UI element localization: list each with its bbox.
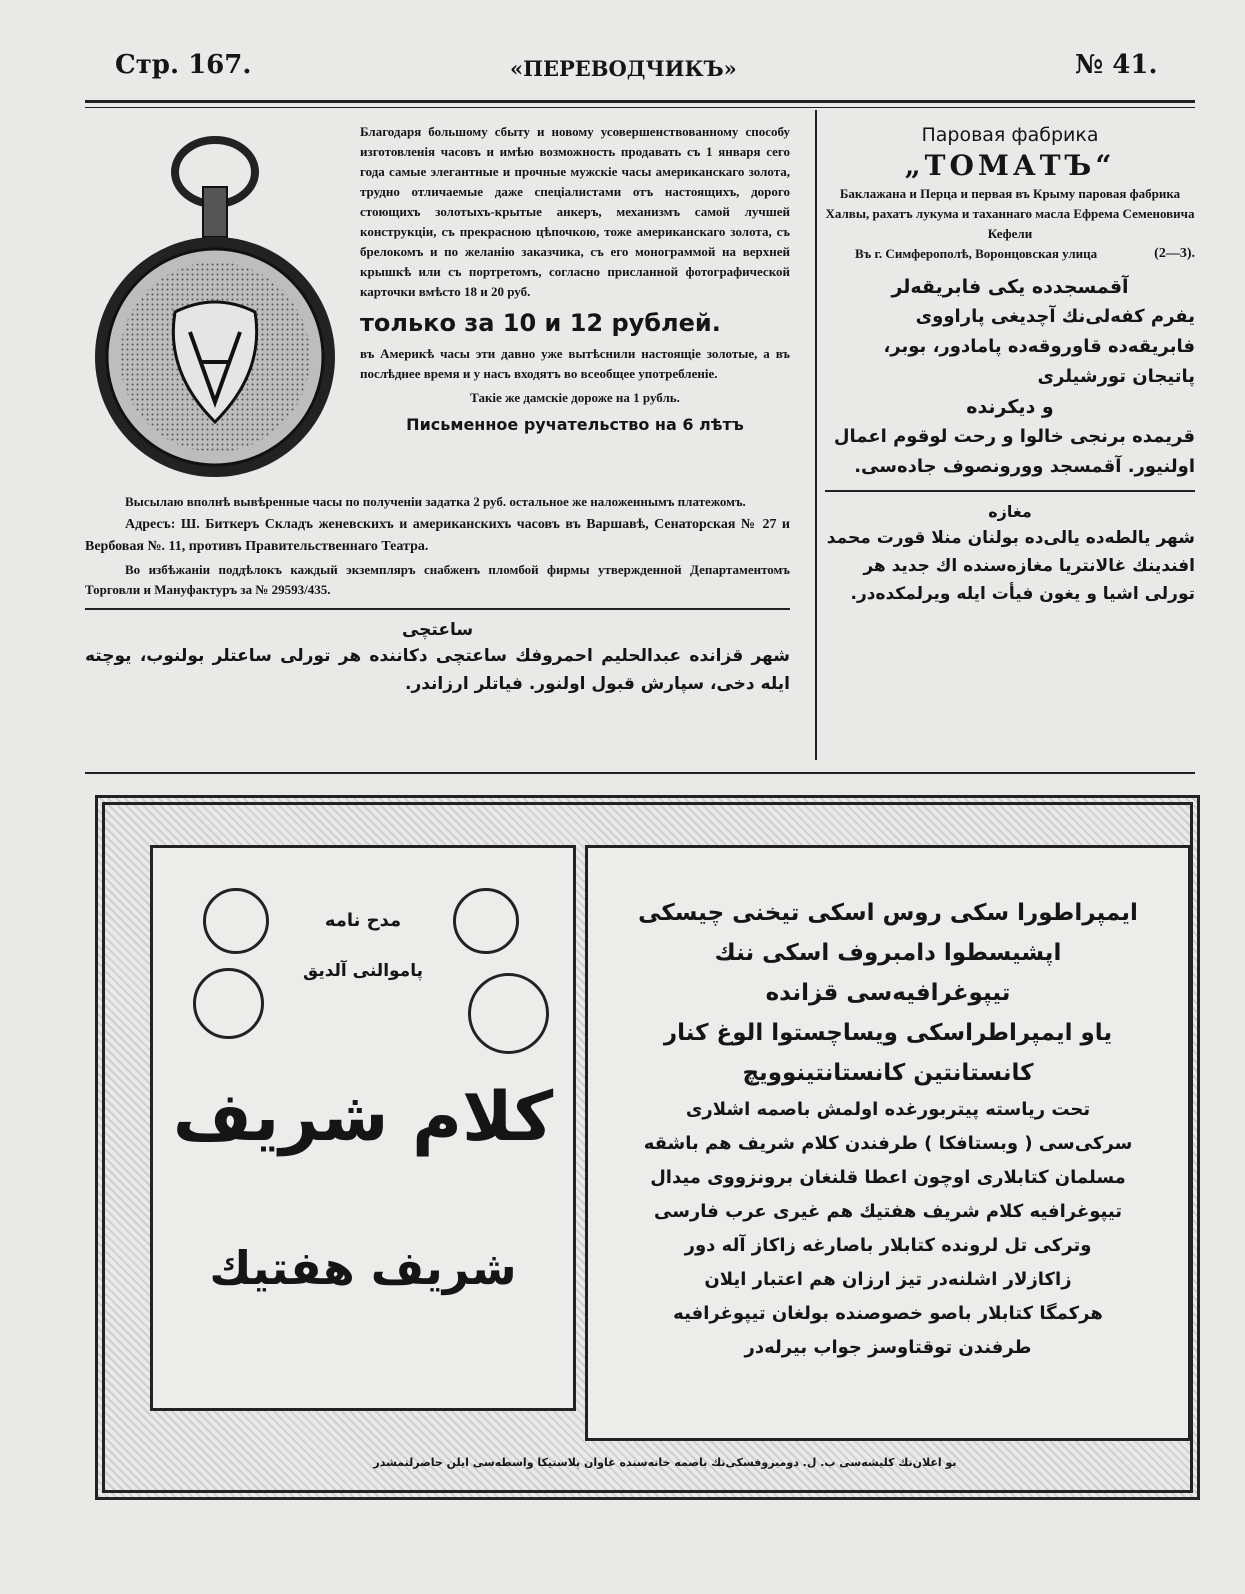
factory-heading: آقمسجدده یكی فابریقه‌لر <box>891 276 1129 298</box>
section-rule <box>85 608 790 610</box>
watch-ad-address: Адресъ: Ш. Биткеръ Складъ женевскихъ и американскихъ часовъ въ Варшавѣ, Сенаторская № 27 и Вербовая №. 11, противъ Правительственнаго Театра. <box>85 517 790 554</box>
watch-ad-guarantee: Письменное ручательство на 6 лѣтъ <box>406 415 744 434</box>
quran-ad-line: تیپوغرافیه كلام شریف هفتیك هم غیری عرب فارسی <box>654 1201 1122 1222</box>
watch-ad-america: въ Америкѣ часы эти давно уже вытѣснили настоящіе золотые, а въ послѣднее время и у насъ входятъ во всеобщее употребленіе. <box>360 346 790 381</box>
quran-ad-line: كانستانتین كانستانتینوویچ <box>742 1060 1034 1086</box>
issue-number: № 41. <box>1075 50 1158 80</box>
header-rule <box>85 100 1195 103</box>
watch-ad-ladies: Такіе же дамскіе дороже на 1 рубль. <box>470 390 680 405</box>
factory-body: یفرم كفه‌لی‌نك آچدیغی پاراووی فابریقه‌ده قاوروقه‌ده پامادور، بوبر، پاتیجان تورشیلری <box>883 306 1195 387</box>
newspaper-title: «ПЕРЕВОДЧИКЪ» <box>510 56 737 81</box>
shop-heading: مغازه <box>988 502 1032 521</box>
shop-body: شهر یالطه‌ده یالی‌ده بولنان منلا قورت محمد افندینك غالانتریا مغازه‌سنده اك جدید هر تورلی اشیا و یغون فیأت ایله ویرلمكده‌در. <box>826 528 1195 604</box>
watch-ad-intro: Благодаря большому сбыту и новому усовершенствованному способу изготовленія часовъ и имѣю возможность продавать съ 1 января сего года самые элегантные и прочные мужскіе часы американскаго золота, трудно отличаемые даже спеціалистами отъ настоящихъ, дорого стоющихъ золотыхъ-крытые анкеръ, механизмъ самой лучшей конструкціи, съ прекрасною цѣпочкою, тоже американскаго золота, съ брелокомъ и по желанію заказчика, съ его монограммой на верхней крышкѣ или съ портретомъ, согласно присланной фотографической карточки вмѣсто 18 и 20 руб. <box>360 124 790 299</box>
tomat-ad-line1: Паровая фабрика <box>921 124 1099 146</box>
factory-body-2: قریمده برنجی خالوا و رحت لوقوم اعمال اولنیور. آقمسجد وورونصوف جاده‌سی. <box>833 426 1195 477</box>
quran-ad-line: تحت ریاسته پیتربورغده اولمش باصمه اشلاری <box>685 1099 1091 1120</box>
left-column <box>85 122 790 698</box>
watch-ad-price: только за 10 и 12 рублей. <box>360 309 721 337</box>
quran-ad-line: یاو ایمپراطراسكی ویساچستوا الوغ كنار <box>663 1020 1113 1046</box>
tomat-ad-body: Баклажана и Перца и первая въ Крыму паровая фабрика Халвы, рахатъ лукума и таханнаго масла Ефрема Семеновича Кефели <box>825 186 1195 241</box>
tomat-ad-address: Въ г. Симферополѣ, Воронцовская улица <box>855 246 1098 261</box>
quran-ad-line: هركمگا كتابلار باصو خصوصنده بولغان تیپوغرافیه <box>673 1303 1103 1324</box>
watch-ad-shipping: Высылаю вполнѣ вывѣренные часы по полученіи задатка 2 руб. остальное же наложеннымъ платежомъ. <box>125 494 746 509</box>
haftiyak-title: شریف هفتیك <box>209 1241 517 1295</box>
tomat-ad-name: „ТОМАТЪ“ <box>904 149 1116 182</box>
quran-ad-line: اپشیسطوا دامبروف اسكی ننك <box>714 940 1062 966</box>
bottom-rule <box>85 772 1195 774</box>
quran-ad-line: وترکی تل لرونده كتابلار باصارغه زاكاز آله دور <box>684 1235 1092 1256</box>
right-column <box>825 122 1195 608</box>
pocket-watch-illustration <box>90 132 340 482</box>
left-panel <box>150 845 576 1411</box>
watchmaker-heading: ساعتچی <box>401 620 474 640</box>
section-rule-right <box>825 490 1195 492</box>
quran-ad-line: مسلمان كتابلاری اوچون اعطا قلنغان برونزووی میدال <box>650 1167 1126 1188</box>
quran-advertisement <box>95 795 1200 1500</box>
tomat-ad-count: (2—3). <box>1154 246 1195 261</box>
quran-ad-line: تیپوغرافیه‌سی قزانده <box>765 980 1011 1006</box>
quran-ad-footer: بو اعلان‌نك كلیشه‌سی ب. ل. دومبروفسكی‌نك باصمه خانه‌سنده غاوان پلاستیكا واسطه‌سی ایلن حاضرلنمشدر <box>373 1456 957 1469</box>
page-number: Стр. 167. <box>115 50 252 80</box>
quran-ad-line: زاكازلار اشلنه‌در تیز ارزان هم اعتبار ایلان <box>704 1269 1072 1290</box>
watch-ad-seal-note: Во избѣжаніи поддѣлокъ каждый экземпляръ снабженъ пломбой фирмы утвержденной Департаментомъ Торговли и Мануфактуръ за № 29593/435. <box>85 562 790 597</box>
header-rule-thin <box>85 107 1195 108</box>
medal-icon <box>468 973 549 1054</box>
factory-heading-2: و دیكرنده <box>966 396 1054 418</box>
quran-ad-line: سركی‌سی ( وبستافكا ) طرفندن كلام شریف هم باشقه <box>643 1133 1133 1154</box>
kalam-sharif-title: كلام شریف <box>172 1078 554 1157</box>
column-divider <box>815 110 817 760</box>
quran-ad-line: طرفندن توقتاوسز جواب بیرله‌در <box>744 1337 1032 1358</box>
right-panel <box>585 845 1191 1441</box>
medal-title: مدح نامه <box>324 910 402 931</box>
medal-subtitle: پاموالنی آلدیق <box>303 961 423 981</box>
watchmaker-body: شهر قزانده عبدالحلیم احمروفك ساعتچی دكاننده هر تورلی ساعتلر بولنوب، یوچته ایله دخی، سپارش قبول اولنور. فیاتلر ارزاندر. <box>85 646 790 694</box>
quran-ad-line: ایمپراطورا سكی روس اسكی تیخنی چیسكی <box>638 900 1138 926</box>
